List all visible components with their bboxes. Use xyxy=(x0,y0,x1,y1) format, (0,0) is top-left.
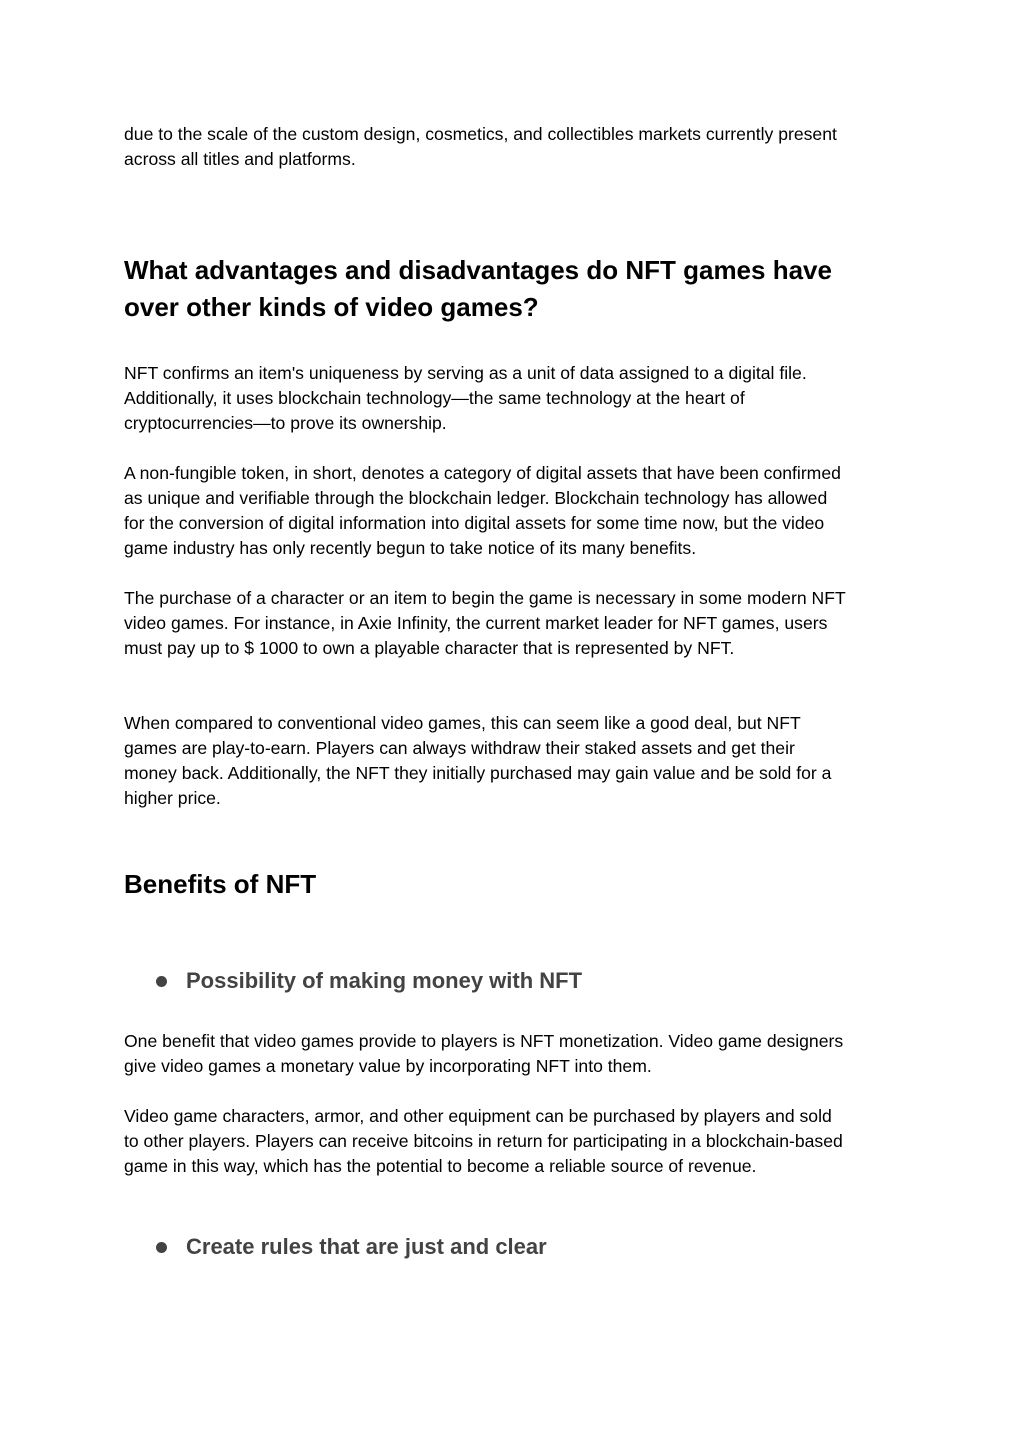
paragraph-nft-monetization: One benefit that video games provide to players is NFT monetization. Video game designers give video games a monetary value by incorporating NFT into them. xyxy=(124,1031,844,1076)
bullet-dot-icon xyxy=(156,976,167,987)
bullet-heading-text: Create rules that are just and clear xyxy=(186,1234,547,1259)
section-heading-benefits: Benefits of NFT xyxy=(124,869,317,899)
paragraph-play-to-earn: When compared to conventional video games, this can seem like a good deal, but NFT games are play-to-earn. Players can always withdraw their staked assets and get their money back. Additionally, the NFT they initially purchased may gain value and be sold for a higher price. xyxy=(124,713,832,808)
paragraph-nft-uniqueness: NFT confirms an item's uniqueness by serving as a unit of data assigned to a digital file. Additionally, it uses blockchain technology—the same technology at the heart of cryptocurrencies—to prove its ownership. xyxy=(124,363,807,433)
section-heading-advantages: What advantages and disadvantages do NFT games have over other kinds of video games? xyxy=(124,255,832,322)
paragraph-purchase-character: The purchase of a character or an item to begin the game is necessary in some modern NFT video games. For instance, in Axie Infinity, the current market leader for NFT games, users must pay up to $ 1000 to own a playable character that is represented by NFT. xyxy=(124,588,846,658)
paragraph-characters-armor: Video game characters, armor, and other equipment can be purchased by players and sold to other players. Players can receive bitcoins in return for participating in a blockchain-based game in this way, which has the potential to become a reliable source of revenue. xyxy=(124,1106,843,1176)
paragraph-non-fungible-token: A non-fungible token, in short, denotes a category of digital assets that have been confirmed as unique and verifiable through the blockchain ledger. Blockchain technology has allowed for the conversion of digital information into digital assets for some time now, but the video game industry has only recently begun to take notice of its many benefits. xyxy=(124,463,841,558)
bullet-dot-icon xyxy=(156,1242,167,1253)
bullet-heading-rules xyxy=(156,1232,547,1262)
bullet-heading-making-money xyxy=(156,966,582,996)
intro-paragraph: due to the scale of the custom design, cosmetics, and collectibles markets currently present across all titles and platforms. xyxy=(124,124,837,169)
bullet-heading-text: Possibility of making money with NFT xyxy=(186,968,583,993)
